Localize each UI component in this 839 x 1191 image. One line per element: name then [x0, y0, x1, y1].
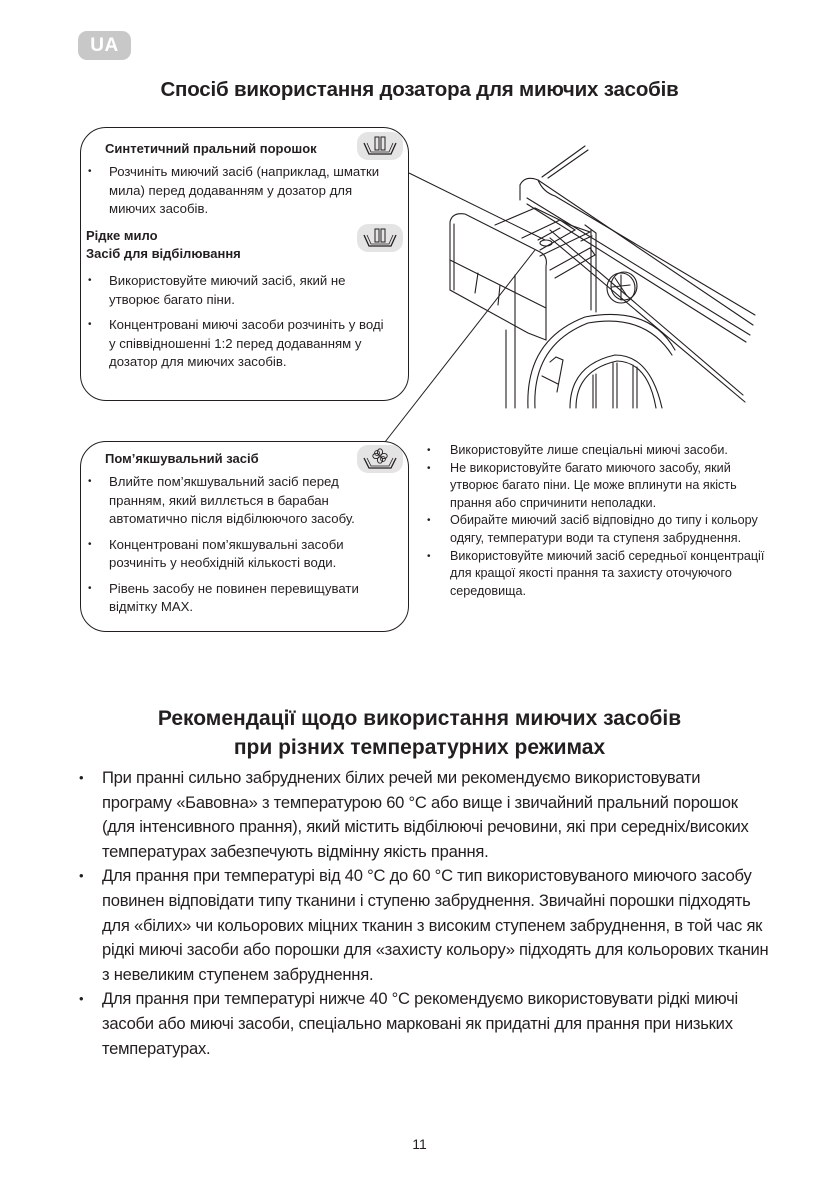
powder-bullets — [81, 163, 391, 219]
recommendations-title-line2: при різних температурних режимах — [233, 736, 606, 759]
note-item: • Обирайте миючий засіб відповідно до типу і кольору одягу, температури води та ступеня забруднення. — [420, 512, 765, 547]
section-title-powder: Синтетичний пральний порошок — [105, 141, 317, 156]
page-title: Спосіб використання дозатора для миючих засобів — [160, 78, 679, 101]
section-title-liquid-soap: Рідке мило — [86, 228, 158, 243]
liquid-bleach-bullets — [81, 272, 391, 372]
bullet-item: • Концентровані пом’якшувальні засоби розчиніть у необхідній кількості води. — [81, 536, 391, 573]
note-item: • Використовуйте миючий засіб середньої концентрації для кращої якості прання та захисту оточуючого середовища. — [420, 548, 765, 601]
recommendation-item: • Для прання при температурі нижче 40 °C рекомендуємо використовувати рідкі миючі засоби або миючі засоби, спеціально марковані як придатні для прання при низьких температурах. — [70, 987, 770, 1061]
callout-detergent-and-bleach — [80, 127, 409, 401]
detergent-compartment-icon — [357, 224, 403, 252]
washing-machine-dispenser-illustration — [410, 130, 770, 430]
softener-bullets — [81, 473, 391, 617]
bullet-item: • Розчиніть миючий засіб (наприклад, шматки мила) перед додаванням у дозатор для миючих засобів. — [81, 163, 391, 219]
callout-softener — [80, 441, 409, 632]
page-number: 11 — [412, 1136, 427, 1152]
recommendation-item: • При пранні сильно забруднених білих речей ми рекомендуємо використовувати програму «Бавовна» з температурою 60 °C або вище і звичайний пральний порошок (для інтенсивного прання), який містить відбілюючі речовини, які при середніх/високих температурах забезпечують відмінну якість прання. — [70, 766, 770, 864]
note-item: • Використовуйте лише спеціальні миючі засоби. — [420, 442, 765, 460]
language-badge: UA — [78, 31, 131, 60]
bullet-item: • Концентровані миючі засоби розчиніть у воді у співвідношенні 1:2 перед додаванням у дозатор для миючих засобів. — [81, 316, 391, 372]
bullet-item: • Використовуйте миючий засіб, який не утворює багато піни. — [81, 272, 391, 309]
section-title-bleach: Засіб для відбілювання — [86, 246, 241, 261]
bullet-item: • Влийте пом’якшувальний засіб перед пранням, який виллється в барабан автоматично після відбілюючого засобу. — [81, 473, 391, 529]
note-item: • Не використовуйте багато миючого засобу, який утворює багато піни. Це може вплинути на якість прання або спричинити неполадки. — [420, 460, 765, 513]
usage-notes-list — [420, 442, 765, 600]
recommendations-title — [0, 704, 839, 762]
recommendations-list — [70, 766, 770, 1061]
section-title-softener: Пом’якшувальний засіб — [105, 451, 259, 466]
recommendation-item: • Для прання при температурі від 40 °C до 60 °C тип використовуваного миючого засобу повинен відповідати типу тканини і ступеню забруднення. Звичайні порошки підходять для «білих» чи кольорових міцних тканин з високим ступенем забруднення, в той час як рідкі миючі засоби або порошки для «захисту кольору» підходять для кольорових тканин з невеликим ступенем забруднення. — [70, 864, 770, 987]
detergent-compartment-icon — [357, 132, 403, 160]
bullet-item: • Рівень засобу не повинен перевищувати відмітку MAX. — [81, 580, 391, 617]
softener-flower-icon — [357, 445, 403, 473]
recommendations-title-line1: Рекомендації щодо використання миючих засобів — [157, 707, 682, 730]
